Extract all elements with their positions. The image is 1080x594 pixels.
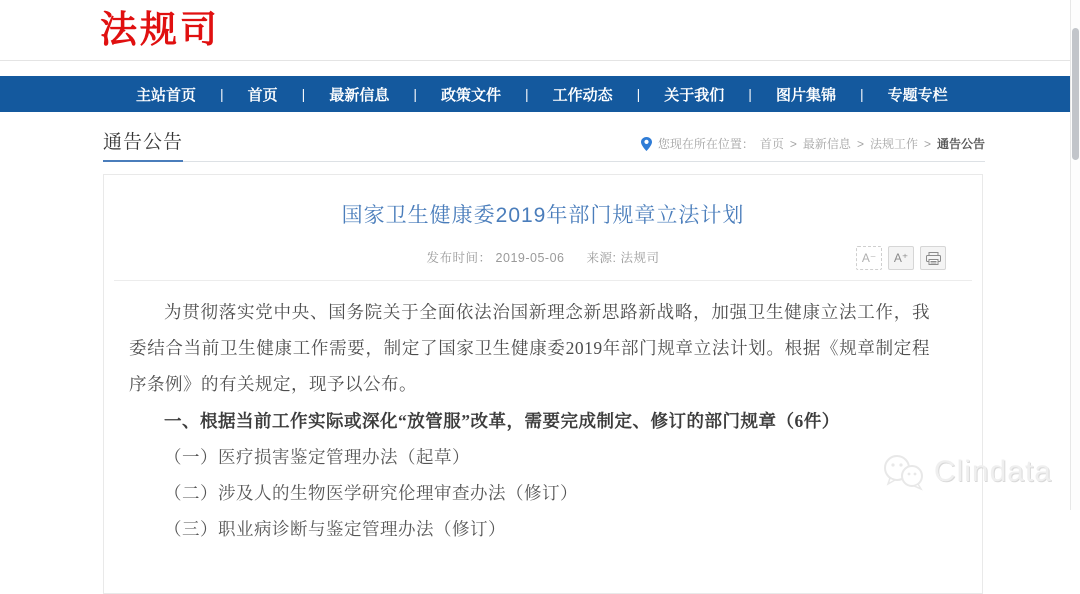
breadcrumb-separator: >	[923, 136, 931, 151]
article-meta	[104, 246, 982, 270]
font-decrease-button[interactable]: A⁻	[856, 246, 882, 270]
nav-separator: |	[413, 86, 417, 102]
nav-item-photo-gallery[interactable]: 图片集锦	[775, 86, 836, 104]
location-pin-icon	[641, 137, 652, 151]
article-list-item-3: （三）职业病诊断与鉴定管理办法（修订）	[164, 519, 506, 539]
print-button[interactable]	[920, 246, 946, 270]
article-paragraph: 为贯彻落实党中央、国务院关于全面依法治国新理念新思路新战略，加强卫生健康立法工作，我委结合当前卫生健康工作需要，制定了国家卫生健康委2019年部门规章立法计划。根据《规章制定程序条例》的有关规定，现予以公布。	[129, 302, 930, 394]
publish-time-label: 发布时间：	[426, 251, 492, 265]
watermark-text: Clindata	[933, 455, 1052, 488]
nav-separator: |	[524, 86, 529, 102]
breadcrumb-home[interactable]: 首页	[759, 137, 784, 151]
nav-separator: |	[748, 86, 752, 102]
nav-item-main-home[interactable]: 主站首页	[136, 86, 197, 104]
printer-icon	[926, 252, 941, 265]
main-nav	[0, 76, 1080, 112]
section-title: 通告公告	[103, 127, 183, 162]
site-header	[0, 0, 1080, 60]
site-logo[interactable]: 法规司	[100, 9, 220, 50]
breadcrumb-current: 通告公告	[936, 137, 985, 151]
article-list-item-2: （二）涉及人的生物医学研究伦理审查办法（修订）	[164, 483, 578, 503]
source-value: 法规司	[620, 251, 660, 265]
nav-separator: |	[220, 86, 224, 102]
breadcrumb-latest-news[interactable]: 最新信息	[802, 137, 851, 151]
nav-item-latest-news[interactable]: 最新信息	[329, 86, 390, 104]
article-title: 国家卫生健康委2019年部门规章立法计划	[341, 204, 745, 227]
nav-item-special-topics[interactable]: 专题专栏	[887, 86, 948, 104]
article-card	[103, 174, 983, 594]
breadcrumb-prefix: 您现在所在位置：	[657, 137, 754, 151]
scrollbar-thumb[interactable]	[1072, 28, 1079, 160]
source-label: 来源:	[586, 251, 617, 265]
section-bar	[103, 127, 985, 162]
nav-item-home[interactable]: 首页	[247, 86, 278, 104]
breadcrumb-separator: >	[789, 136, 797, 151]
font-increase-button[interactable]: A⁺	[888, 246, 914, 270]
scrollbar-track[interactable]	[1070, 0, 1080, 510]
article-section-heading: 一、根据当前工作实际或深化“放管服”改革，需要完成制定、修订的部门规章（6件）	[164, 411, 840, 431]
nav-separator: |	[636, 86, 641, 102]
nav-item-policy-documents[interactable]: 政策文件	[440, 86, 501, 104]
breadcrumb	[641, 135, 985, 161]
header-divider	[0, 60, 1080, 61]
nav-separator: |	[859, 86, 864, 102]
article-body	[104, 281, 982, 547]
nav-item-about-us[interactable]: 关于我们	[664, 86, 725, 104]
breadcrumb-separator: >	[856, 136, 864, 151]
nav-item-work-updates[interactable]: 工作动态	[552, 86, 613, 104]
breadcrumb-regulation-work[interactable]: 法规工作	[869, 137, 918, 151]
article-toolbar	[856, 246, 946, 270]
publish-time-value: 2019-05-06	[495, 251, 565, 265]
article-meta-row	[104, 246, 982, 274]
nav-separator: |	[301, 86, 306, 102]
article-list-item-1: （一）医疗损害鉴定管理办法（起草）	[164, 447, 470, 467]
